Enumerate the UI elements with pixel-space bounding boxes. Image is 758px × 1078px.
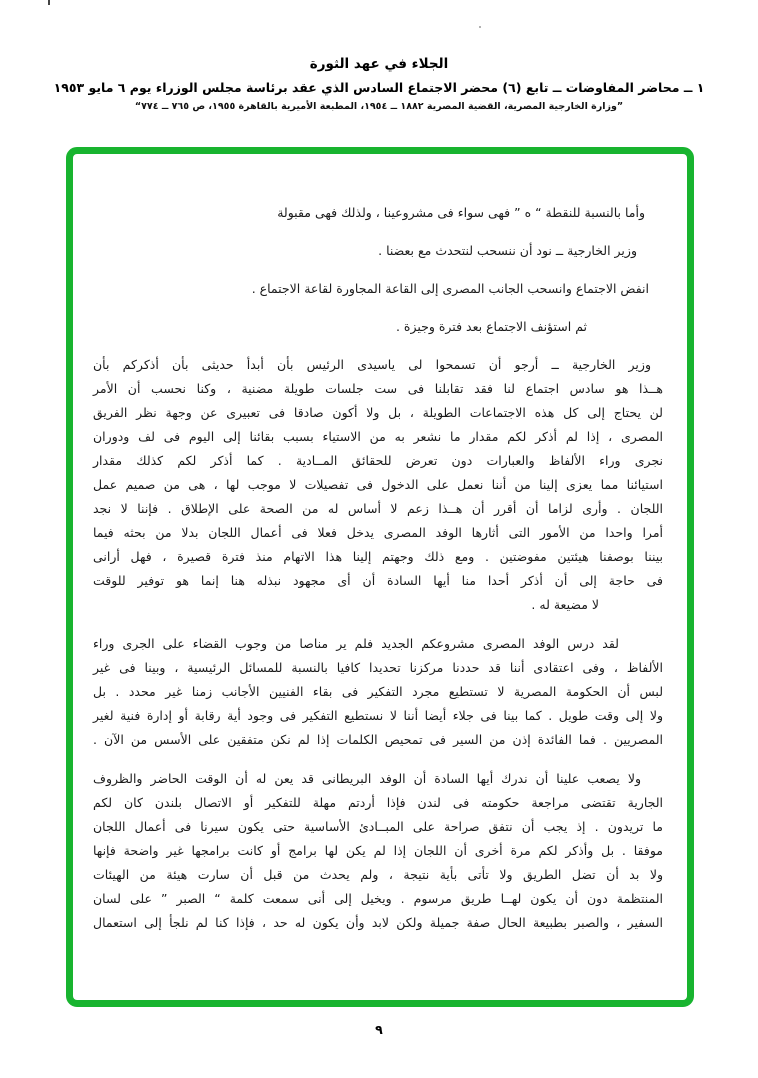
paragraph	[93, 632, 663, 752]
text-line: وأما بالنسبة للنقطة “ ه ” فهى سواء فى مشروعينا ، ولذلك فهى مقبولة	[277, 205, 645, 220]
page-number: ٩	[375, 1022, 383, 1037]
standalone-line-block	[93, 239, 663, 263]
text-line: نجرى وراء الألفاظ والعبارات دون تعرض للحقائق المــادية . كما أذكر لكم كذلك مقدار	[93, 453, 663, 468]
text-line: لقد درس الوفد المصرى مشروعكم الجديد فلم ير مناصا من وجوب القضاء على الجرى وراء	[93, 636, 619, 651]
text-line: الجارية تقتضى مراجعة حكومته فى لندن فإذا أردتم مهلة للتفكير أو الاتصال بلندن كان لكم	[93, 795, 663, 810]
text-line: السفير ، والصبر بطبيعة الحال صفة جميلة ولكن لابد وأن يكون له حد ، فإذا كنا لم نلجأ إلى استعمال	[93, 915, 663, 930]
text-line: فى حاجة إلى أن أذكر أحدا منا أيها السادة أن أى مجهود نبذله هنا إنما هو توفير للوقت	[93, 573, 663, 588]
text-line: لن يحتاج إلى كل هذه الاجتماعات الطويلة ، بل ولا أكون صادقا فى تعبيرى عن وجهة نظر الفريق	[93, 405, 663, 420]
text-line: موفقا . بل وأذكر لكم مرة أخرى أن اللجان إذا لم يكن لها برامج أو كانت برامجها غير واضحة فإنها	[93, 843, 663, 858]
text-line: ولا بد أن تضل الطريق ولا تأتى بأية نتيجة ، ولم يحدث من قبل أن سارت هيئة من الهيئات	[93, 867, 663, 882]
scan-artifact-dot	[479, 26, 481, 28]
document-text	[93, 201, 663, 950]
paragraph	[93, 767, 663, 935]
text-line: انفض الاجتماع وانسحب الجانب المصرى إلى القاعة المجاورة لقاعة الاجتماع .	[251, 281, 649, 296]
document-header	[0, 56, 758, 112]
text-line: ولا إلى وقت طويل . كما بينا فى جلاء أيضا أننا لا نستطيع التفكير فى وجود أية رقابة أو إدارة فنية لغير	[93, 708, 663, 723]
text-line: ثم استؤنف الاجتماع بعد فترة وجيزة .	[395, 319, 587, 334]
document-source-citation: ”وزارة الخارجية المصرية، القضية المصرية ١٨٨٢ ــ ١٩٥٤، المطبعة الأميرية بالقاهرة ١٩٥٥، ص ٧٦٥ ــ ٧٧٤“	[134, 101, 624, 112]
text-line: المصريين . فما الفائدة إذن من السير فى تمحيص الكلمات إذا لم نكن متفقين على الأسس من الآن .	[93, 732, 663, 747]
text-line: لبس أن الحكومة المصرية لا تستطيع مجرد التفكير فى بقاء الفنيين الأجانب زمنا غير محدد . بل	[93, 684, 663, 699]
text-line: الألفاظ ، وفى اعتقادى أننا قد حددنا مركزنا تحديدا كافيا بالنسبة للمسائل الرئيسية ، وبينا فى غير	[93, 660, 663, 675]
text-line: لا مضيعة له .	[531, 597, 599, 612]
standalone-line-block	[93, 315, 663, 339]
scan-artifact-tick	[48, 0, 50, 5]
page-title: الجلاء في عهد الثورة	[309, 56, 449, 72]
text-line: وزير الخارجية ــ نود أن ننسحب لنتحدث مع بعضنا .	[378, 243, 637, 258]
text-line: ما تريدون . إذ يجب أن نتفق صراحة على المبــادئ الأساسية حتى يكون سيرنا فى أعمال اللجان	[93, 819, 663, 834]
text-line: ولا يصعب علينا أن ندرك أيها السادة أن الوفد البريطانى قد يعن له أن الوقت الحاضر والظروف	[93, 771, 641, 786]
text-line: هــذا هو سادس اجتماع لنا فقد تقابلنا فى ست جلسات طويلة مضنية ، وكنا نحسب أن الأمر	[93, 381, 663, 396]
document-reference-line: ١ ــ محاضر المفاوضات ــ تابع (٦) محضر الاجتماع السادس الذي عقد برئاسة مجلس الوزراء يوم ٦ مايو ١٩٥٣	[53, 80, 705, 95]
text-line: أمرا واحدا من الأمور التى أثارها الوفد المصرى يدخل فعلا فى أعمال اللجان بدلا من بحثه فيما	[93, 525, 663, 540]
text-line: اللجان . وأرى لزاما أن أقرر أن هــذا زعم لا أساس له من الصحة على الإطلاق . فإننا لا نجد	[93, 501, 663, 516]
standalone-line-block	[93, 277, 663, 301]
text-line: وزير الخارجية ــ أرجو أن تسمحوا لى ياسيدى الرئيس بأن أبدأ حديثى بأن أذكركم بأن	[93, 357, 651, 372]
text-line: المنتظمة دون أن يكون لهــا طريق مرسوم . ويخيل إلى أنى سمعت كلمة “ الصبر ” على لسان	[93, 891, 663, 906]
paragraph	[93, 353, 663, 617]
standalone-line-block	[93, 201, 663, 225]
text-line: استيائنا مما يعزى إلينا من أننا نعمل على الدخول فى تفصيلات لا موجب لها ، هى من صميم عمل	[93, 477, 663, 492]
text-line: بيننا بوصفنا هيئتين مفوضتين . ومع ذلك وجهتم إلينا هذا الاتهام منذ فترة قصيرة ، فهل أرانى	[93, 549, 663, 564]
text-line: المصرى ، إذا لم أذكر لكم مقدار ما نشعر به من الاستياء بسبب بقائنا إلى اليوم فى لف ودوران	[93, 429, 663, 444]
